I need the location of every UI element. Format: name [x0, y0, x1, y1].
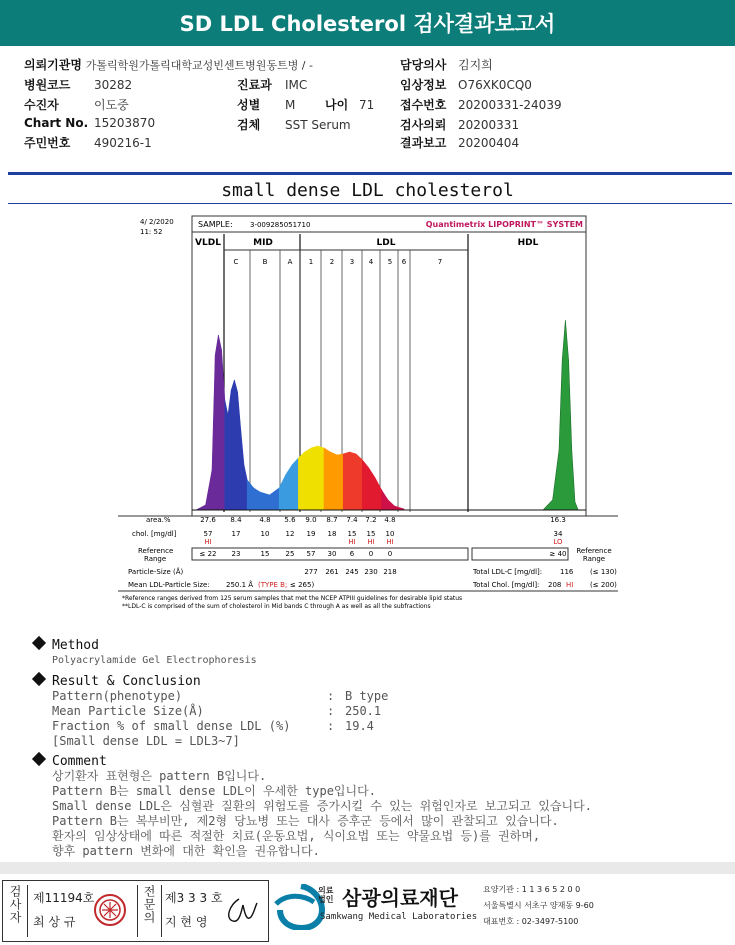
- band-label: 3: [349, 258, 355, 266]
- comment-line: Small dense LDL은 심혈관 질환의 위험도를 증가시킬 수 있는 위험인자로 보고되고 있습니다.: [52, 799, 592, 813]
- mean-size-value: 250.1 Å: [226, 581, 254, 589]
- info-clinical: 임상정보 O76XK0CQ0: [400, 78, 532, 92]
- area-value: 8.7: [326, 516, 338, 524]
- row-label-size: Particle-Size (Å): [128, 568, 184, 576]
- footer: [0, 876, 735, 945]
- particle-size-value: 245: [345, 568, 359, 576]
- profile-segment: [254, 488, 260, 510]
- info-reported: 결과보고 20200404: [400, 136, 520, 150]
- info-dept: 진료과 IMC: [237, 78, 308, 92]
- band-label: 2: [329, 258, 335, 266]
- chol-value: 18: [327, 530, 337, 538]
- ref-side-label2: Range: [582, 555, 606, 563]
- chol-value: 19: [306, 530, 316, 538]
- result-section: [30, 674, 388, 749]
- ref-value: ≥ 40: [549, 550, 567, 558]
- mean-type-value: (TYPE B;: [258, 581, 288, 589]
- area-value: 4.8: [384, 516, 396, 524]
- method-title: Method: [52, 638, 99, 653]
- chol-value: 17: [231, 530, 241, 538]
- org-address: 서울특별시 서초구 양재동 9-60: [483, 901, 594, 910]
- result-row: Mean Particle Size(Å) : 250.1: [52, 704, 382, 718]
- org-english: Samkwang Medical Laboratories: [320, 912, 478, 922]
- info-doctor: 담당의사 김지희: [400, 58, 493, 72]
- svg-text:SML: SML: [288, 915, 307, 924]
- flag-value: HI: [386, 538, 394, 546]
- chol-value: 10: [385, 530, 395, 538]
- profile-segment: [218, 335, 221, 510]
- band-label: 4: [368, 258, 374, 266]
- lipoprint-chart: [118, 212, 618, 612]
- comment-section: [30, 754, 592, 859]
- report-title: SD LDL Cholesterol 검사결과보고서: [0, 0, 735, 46]
- chol-value: 10: [260, 530, 270, 538]
- total-chol-label: Total Chol. [mg/dl]:: [473, 581, 540, 589]
- band-label: A: [287, 258, 293, 266]
- profile-segment: [231, 380, 234, 510]
- comment-line: Pattern B는 small dense LDL이 우세한 type입니다.: [52, 784, 376, 798]
- chol-value: 15: [347, 530, 357, 538]
- profile-segment: [215, 335, 218, 510]
- chol-value: 57: [203, 530, 213, 538]
- footer-divider: [0, 862, 735, 874]
- info-accession: 접수번호 20200331-24039: [400, 98, 562, 112]
- info-hospital-code: 병원코드 30282: [24, 78, 133, 92]
- method-section: [30, 638, 257, 668]
- ref-value: 30: [327, 550, 337, 558]
- diamond-bullet-icon: [32, 672, 46, 686]
- profile-segment: [260, 492, 270, 510]
- info-patient: 수진자 이도중: [24, 98, 129, 112]
- org-name: 삼광의료재단: [342, 886, 458, 910]
- doctor-label: 전문의: [137, 885, 162, 937]
- ref-value: 0: [387, 550, 393, 558]
- area-value: 9.0: [305, 516, 317, 524]
- date-label: 4/ 2/2020: [140, 218, 174, 226]
- flag-value: HI: [204, 538, 212, 546]
- profile-segment: [350, 452, 356, 510]
- comment-line: Pattern B는 복부비만, 제2형 당뇨병 또는 대사 증후군 등에서 많이 관찰되고 있습니다.: [52, 814, 559, 828]
- total-chol-ref: (≤ 200): [590, 581, 617, 589]
- row-label-ref2: Range: [144, 555, 167, 563]
- profile-segment: [298, 452, 304, 510]
- ref-value: 57: [306, 550, 316, 558]
- flag-value: HI: [367, 538, 375, 546]
- diamond-bullet-icon: [32, 752, 46, 766]
- org-code: 요양기관 : 1 1 3 6 5 2 0 0: [483, 885, 581, 894]
- examiner-label: 검사자: [7, 885, 28, 937]
- divider-bottom: [8, 203, 732, 204]
- area-value: 7.2: [365, 516, 377, 524]
- band-label: 5: [387, 258, 393, 266]
- info-chart-no: Chart No. 15203870: [24, 116, 156, 130]
- group-label: MID: [253, 238, 273, 248]
- area-value: 16.3: [550, 516, 566, 524]
- band-label: 7: [437, 258, 443, 266]
- org-phone: 대표번호 : 02-3497-5100: [483, 917, 579, 926]
- profile-segment: [362, 460, 368, 510]
- chol-value: 34: [553, 530, 563, 538]
- result-note: [Small dense LDL = LDL3~7]: [52, 734, 240, 748]
- row-label-mean: Mean LDL-Particle Size:: [128, 581, 210, 589]
- particle-size-value: 230: [364, 568, 378, 576]
- result-row: Pattern(phenotype) : B type: [52, 689, 389, 703]
- mean-type-ref: ≤ 265): [290, 581, 315, 589]
- area-value: 7.4: [346, 516, 358, 524]
- info-resident-no: 주민번호 490216-1: [24, 136, 152, 150]
- particle-size-value: 261: [325, 568, 339, 576]
- band-label: C: [233, 258, 239, 266]
- footnote-2: **LDL-C is comprised of the sum of cholesterol in Mid bands C through A as well as all the subfractions: [122, 603, 431, 610]
- ref-value: 0: [368, 550, 374, 558]
- total-ldl-value: 116: [560, 568, 574, 576]
- divider-top: [8, 172, 732, 175]
- result-row: Fraction % of small dense LDL (%) : 19.4: [52, 719, 374, 733]
- signature-box: [2, 880, 269, 942]
- group-label: VLDL: [195, 238, 221, 248]
- org-prefix: 의료 법인: [318, 886, 334, 904]
- examiner-name: 최 상 규: [33, 915, 76, 929]
- flag-value: LO: [553, 538, 563, 546]
- profile-segment: [234, 380, 237, 510]
- profile-segment: [356, 454, 362, 510]
- profile-segment: [225, 400, 228, 510]
- row-label-chol: chol. [mg/dl]: [132, 530, 177, 538]
- total-chol-value: 208: [548, 581, 562, 589]
- sample-label: SAMPLE:: [198, 220, 233, 229]
- ref-value: 6: [349, 550, 355, 558]
- comment-line: 환자의 임상상태에 따른 적절한 치료(운동요법, 식이요법 또는 약물요법 등)를 권하며,: [52, 829, 541, 843]
- examiner-no: 제11194호: [33, 891, 95, 905]
- row-label-ref: Reference: [138, 547, 174, 555]
- profile-segment: [305, 448, 311, 510]
- method-text: Polyacrylamide Gel Electrophoresis: [52, 655, 257, 666]
- examiner-seal: [93, 893, 127, 927]
- row-label-area: area.%: [146, 516, 171, 524]
- particle-size-value: 277: [304, 568, 318, 576]
- ref-side-label: Reference: [576, 547, 612, 555]
- area-value: 5.6: [284, 516, 296, 524]
- ref-value: ≤ 22: [199, 550, 217, 558]
- doctor-signature: [221, 893, 261, 929]
- area-value: 8.4: [230, 516, 242, 524]
- doctor-no: 제3 3 3 호: [165, 891, 223, 905]
- ref-value: 15: [260, 550, 270, 558]
- lipoprint-svg: [118, 212, 618, 612]
- time-label: 11: 52: [140, 228, 163, 236]
- profile-segment: [330, 452, 336, 510]
- profile-segment: [292, 458, 298, 510]
- area-value: 4.8: [259, 516, 271, 524]
- profile-segment: [324, 448, 330, 510]
- info-requested: 검사의뢰 20200331: [400, 118, 520, 132]
- diamond-bullet-icon: [32, 636, 46, 650]
- info-specimen: 검체 SST Serum: [237, 118, 351, 132]
- total-ldl-ref: (≤ 130): [590, 568, 617, 576]
- comment-line: 상기환자 표현형은 pattern B입니다.: [52, 769, 267, 783]
- comment-line: 향후 pattern 변화에 대한 확인을 권유합니다.: [52, 844, 320, 858]
- ref-value: 25: [285, 550, 295, 558]
- section-title: small dense LDL cholesterol: [221, 180, 514, 201]
- band-label: 6: [401, 258, 407, 266]
- total-ldl-label: Total LDL-C [mg/dl]:: [473, 568, 543, 576]
- band-label: 1: [308, 258, 314, 266]
- flag-value: HI: [348, 538, 356, 546]
- area-value: 27.6: [200, 516, 216, 524]
- info-institution: 의뢰기관명 가톨릭학원가톨릭대학교성빈센트병원동트병 / -: [24, 58, 313, 72]
- chol-value: 15: [366, 530, 376, 538]
- total-chol-flag: HI: [566, 581, 574, 589]
- group-label: LDL: [376, 238, 396, 248]
- profile-segment: [337, 454, 343, 510]
- profile-segment: [318, 446, 324, 510]
- ref-value: 23: [231, 550, 241, 558]
- group-label: HDL: [517, 238, 539, 248]
- chol-value: 12: [285, 530, 295, 538]
- profile-segment: [343, 452, 349, 510]
- sample-value: 3-009285051710: [250, 221, 311, 229]
- doctor-name: 지 현 영: [165, 915, 208, 929]
- result-title: Result & Conclusion: [52, 674, 201, 689]
- band-label: B: [262, 258, 268, 266]
- profile-segment: [311, 446, 317, 510]
- footnote-1: *Reference ranges derived from 125 serum samples that met the NCEP ATPIII guidelines for desirable lipid status: [122, 595, 463, 602]
- particle-size-value: 218: [383, 568, 397, 576]
- brand-label: Quantimetrix LIPOPRINT™ SYSTEM: [425, 220, 583, 229]
- info-sex-age: 성별 M 나이 71: [237, 98, 375, 112]
- comment-title: Comment: [52, 754, 107, 769]
